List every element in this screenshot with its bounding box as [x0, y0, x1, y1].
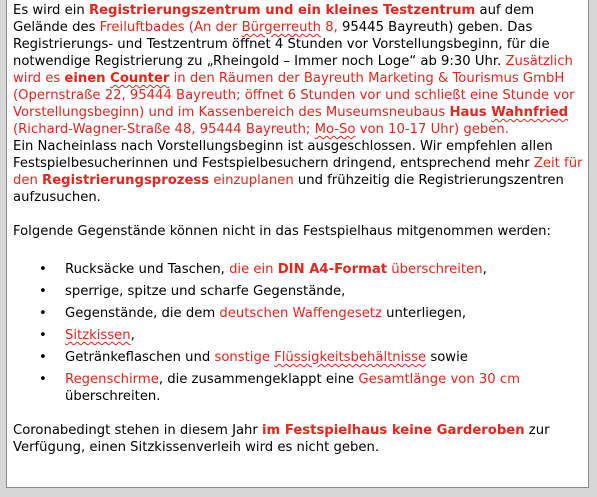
- spellcheck-word-fluessigkeitsbehaeltnisse: Flüssigkeitsbehältnisse: [274, 350, 427, 365]
- highlight-einzuplanen: einzuplanen: [209, 173, 294, 188]
- text-run: sowie: [426, 350, 468, 365]
- text-run: überschreiten.: [65, 389, 161, 404]
- text-run: Rucksäcke und Taschen,: [65, 262, 230, 277]
- list-item: [13, 349, 587, 366]
- highlight-einen: einen: [64, 71, 111, 86]
- text-run: 95445 Bayreuth) geben. Das Registrierungs- und Testzentrum öffnet 4 Stunden vor Vorstellungsbeginn, für die notwendige Registrierung zu „Rheingold – Immer noch Loge“ ab 9:30 Uhr.: [13, 20, 550, 69]
- highlight-length-limit: Gesamtlänge von 30 cm: [358, 372, 520, 387]
- text-run: ,: [130, 328, 135, 343]
- highlight-freiluftbad: Freiluftbades (An der: [99, 20, 242, 35]
- bullet-icon: •: [39, 306, 47, 321]
- blank-line: [13, 240, 587, 257]
- spellcheck-word-buergerreuth: Bürgerreuth: [241, 20, 322, 35]
- highlight-no-cloakrooms: im Festspielhaus keine Garderoben: [262, 423, 525, 438]
- spellcheck-word-counter: Counter: [110, 71, 170, 86]
- spellcheck-word-sitzkissen: Sitzkissen: [65, 328, 131, 343]
- text-run: Es wird ein: [13, 3, 89, 18]
- text-run: unterliegen,: [381, 306, 467, 321]
- highlight-text: sonstige: [214, 350, 275, 365]
- text-run: und frühzeitig die Registrierungszentren aufzusuchen.: [13, 173, 564, 205]
- paragraph-registration: [13, 2, 587, 206]
- bullet-icon: •: [39, 328, 47, 343]
- bullet-icon: •: [39, 372, 47, 387]
- spellcheck-word-wahnfried: Wahnfried: [491, 105, 569, 120]
- paragraph-prohibited-intro: Folgende Gegenstände können nicht in das Festspielhaus mitgenommen werden:: [13, 224, 551, 239]
- highlight-additional: Zusätzlich wird es: [13, 54, 573, 86]
- highlight-counter-details: in den Räumen der Bayreuth Marketing & Tourismus GmbH (Opernstraße 22, 95444 Bayreuth; öffnet 6 Stunden vor und schließt eine Stunde vor Vorstellungsbeginn) und im Kassenbereich des Museumsneubaus: [13, 71, 575, 120]
- blank-line: [13, 405, 587, 422]
- blank-line: [13, 206, 587, 223]
- text-run: Getränkeflaschen und: [65, 350, 215, 365]
- text-run: ,: [482, 262, 487, 277]
- highlight-wahnfried-address: (Richard-Wagner-Straße 48, 95444 Bayreuth;: [13, 122, 315, 137]
- list-item: [13, 371, 587, 405]
- bullet-icon: •: [39, 262, 47, 277]
- bullet-icon: •: [39, 284, 47, 299]
- highlight-text: überschreiten: [387, 262, 483, 277]
- spellcheck-word-mo-so: Mo-So: [314, 122, 356, 137]
- highlight-haus: Haus: [449, 105, 492, 120]
- highlight-registration-process: Registrierungsprozess: [42, 173, 210, 188]
- document-body[interactable]: [13, 2, 587, 456]
- list-item: [13, 327, 587, 344]
- list-item: [13, 283, 587, 300]
- text-run: Coronabedingt stehen in diesem Jahr: [13, 423, 263, 438]
- highlight-opening-hours: von 10-17 Uhr) geben.: [355, 122, 509, 137]
- text-run: sperrige, spitze und scharfe Gegenstände,: [65, 284, 346, 299]
- highlight-registration-center: Registrierungszentrum und ein kleines Testzentrum: [88, 3, 476, 18]
- list-item: [13, 261, 587, 278]
- paragraph-closing: [13, 422, 587, 456]
- document-page: [6, 0, 589, 488]
- text-run: auf dem Gelände des: [13, 3, 535, 35]
- list-item: [13, 305, 587, 322]
- text-run: Gegenstände, die dem: [65, 306, 220, 321]
- highlight-umbrellas: Regenschirme: [65, 372, 159, 387]
- highlight-din-a4: DIN A4-Format: [277, 262, 388, 277]
- highlight-address-number: 8,: [321, 20, 338, 35]
- bullet-icon: •: [39, 350, 47, 365]
- highlight-text: die ein: [229, 262, 278, 277]
- highlight-weapons-law: deutschen Waffengesetz: [219, 306, 382, 321]
- text-run: Ein Nacheinlass nach Vorstellungsbeginn ist ausgeschlossen. Wir empfehlen allen Festspielbesucherinnen und Festspielbesuchern dringend, entsprechend mehr: [13, 139, 553, 171]
- text-run: , die zusammengeklappt eine: [158, 372, 359, 387]
- prohibited-items-list: [13, 261, 587, 405]
- text-run: zur Verfügung, einen Sitzkissenverleih wird es nicht geben.: [13, 423, 550, 455]
- highlight-time-for: Zeit für den: [13, 156, 583, 188]
